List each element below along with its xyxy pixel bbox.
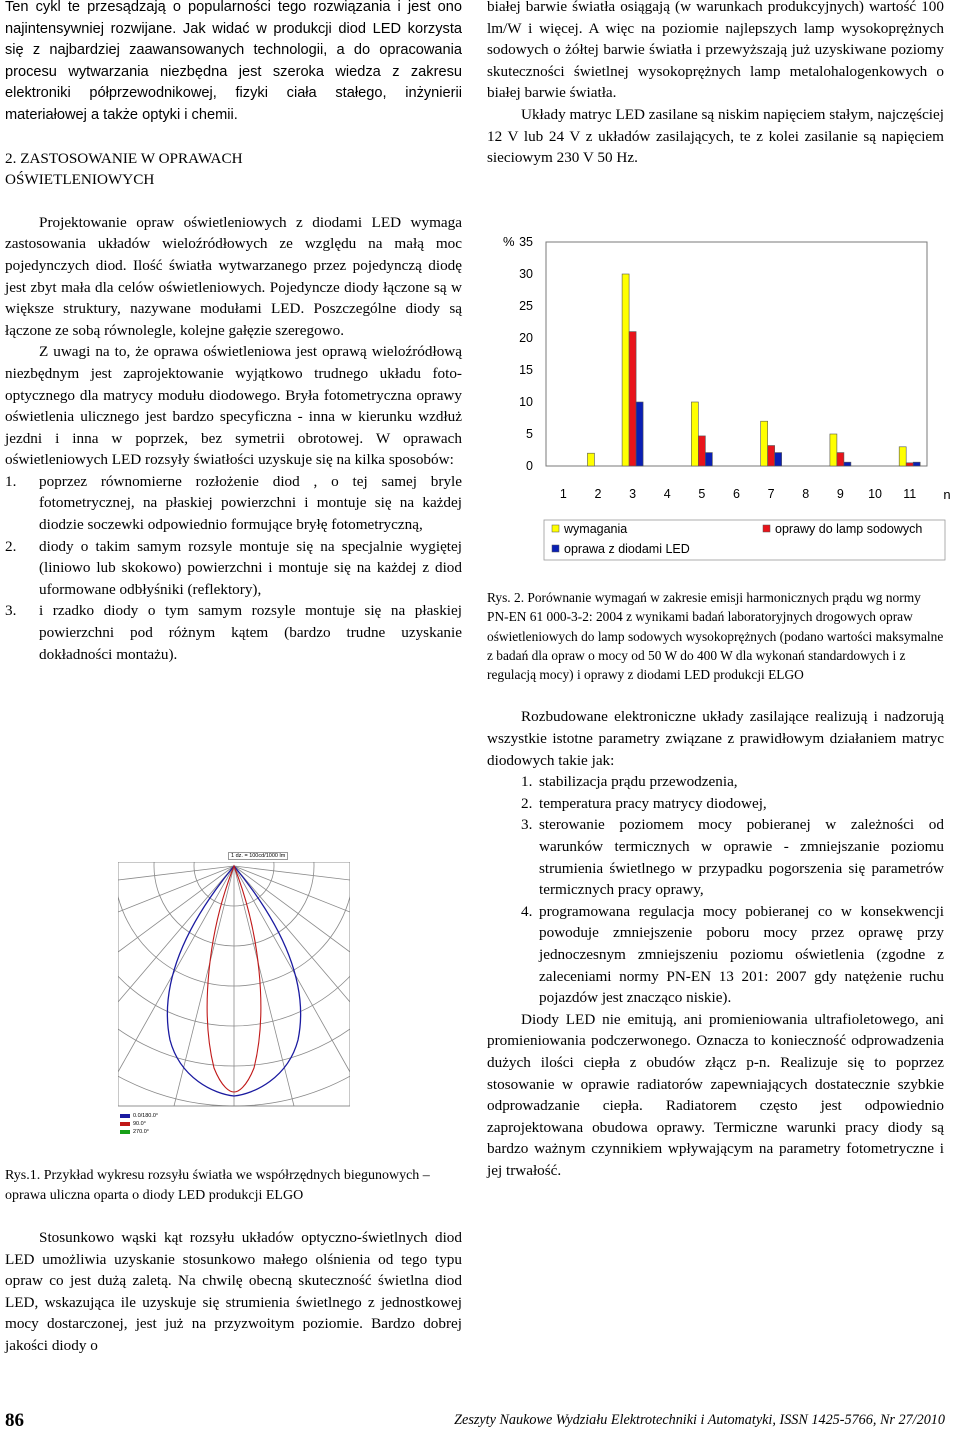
bar-oprawy-do-lamp-sodowych: [698, 436, 705, 466]
x-axis-label: n: [943, 487, 951, 502]
x-tick-label: 6: [733, 487, 740, 501]
method-number: 3.: [5, 602, 17, 620]
figure-1-caption-block: [5, 1166, 462, 1357]
method-item-1: [5, 471, 462, 536]
legend-swatch: [120, 1114, 130, 1118]
requirement-item-1: [487, 771, 944, 793]
bar-oprawy-do-lamp-sodowych: [629, 332, 636, 466]
y-tick-label: 15: [519, 363, 533, 377]
y-tick-label: 20: [519, 331, 533, 345]
intro-paragraph: Ten cykl te przesądzają o popularności tego rozwiązania i jest ono najintensywniej rozwijane. Jak widać w produkcji diod LED korzysta się z najbardziej zaawansowanych technologii, a do opracowania procesu wytwarzania niezbędna jest szeroka wiedza z zakresu elektroniki półprzewodnikowej, fizyki ciała stałego, inżynierii materiałowej a także optyki i chemii.: [5, 0, 462, 123]
journal-citation: [454, 1412, 945, 1429]
requirement-number: 2.: [521, 794, 533, 812]
legend-label: oprawy do lamp sodowych: [775, 522, 923, 536]
legend-swatch: [763, 525, 770, 532]
requirement-item-3: [487, 814, 944, 900]
method-text: diody o takim samym rozsyle montuje się na specjalnie wygiętej (liniowo lub skokowo) powierzchni i montuje się na każdej z diod uformowane odbłyśniki (reflektory),: [39, 537, 462, 598]
paragraph-control: Rozbudowane elektroniczne układy zasilające realizują i nadzorują wszystkie istotne parametry związane z prawidłowym działaniem matryc diodowych takie jak:: [487, 708, 944, 769]
section-heading: [5, 148, 462, 191]
requirement-item-2: [487, 793, 944, 815]
x-tick-label: 2: [594, 487, 602, 501]
legend-swatch: [552, 525, 559, 532]
bar-oprawy-do-lamp-sodowych: [768, 446, 775, 466]
figure-2-caption: Rys. 2. Porównanie wymagań w zakresie emisji harmonicznych prądu wg normy PN-EN 61 000-3-2: 2004 z wynikami badań laboratoryjnych drogowych opraw oświetleniowych do lamp sodowych wysokoprężnych (podano wartości maksymalne z badań dla opraw o mocy od 50 W do 400 W dla wykonań standardowych i z regulacją mocy) i oprawy z diodami LED produkcji ELGO: [487, 590, 944, 683]
bar-oprawa-z-diodami-LED: [705, 453, 712, 466]
method-text: poprzez równomierne rozłożenie diod , o tej samej bryle fotometrycznej, na płaskiej powierzchni i montuje się na każdej diodzie soczewki odpowiednio formujące bryłę fotometryczną,: [39, 472, 462, 534]
figure-2-caption-block: [487, 588, 944, 1182]
polar-grid: [118, 862, 350, 1142]
bar-oprawa-z-diodami-LED: [775, 453, 782, 466]
bar-wymagania: [899, 447, 906, 466]
bar-wymagania: [761, 421, 768, 466]
x-tick-label: 1: [559, 487, 567, 501]
right-column: [487, 0, 944, 169]
y-axis-label: %: [503, 234, 515, 249]
requirement-number: 1.: [521, 773, 533, 791]
x-tick-label: 9: [836, 487, 844, 501]
polar-legend-item: 270.0°: [120, 1128, 158, 1136]
polar-scale-label: 1 dz. = 100cd/1000 lm: [228, 852, 288, 860]
method-number: 1.: [5, 472, 17, 490]
paragraph-thermal: Diody LED nie emitują, ani promieniowania ultrafioletowego, ani promieniowania podczerwonego. Oznacza to konieczność odprowadzenia dużych ilości ciepła z obudów złącz p-n. Realizuje się to poprzez stosowanie w oprawie radiatorów zapewniających dostatecznie szybkie odprowadzanie ciepła. Radiatorem często jest odpowiednio zaprojektowana obudowa oprawy. Termiczne warunki pracy diody są bardzo ważnym czynnikiem wpływającym na parametry fotometryczne i jej trwałość.: [487, 1010, 944, 1179]
paragraph-supply: Układy matryc LED zasilane są niskim napięciem stałym, najczęściej 12 V lub 24 V z układów zasilających, te z kolei zasilanie są napięciem sieciowym 230 V 50 Hz.: [487, 105, 944, 167]
method-item-3: [5, 600, 462, 665]
harmonics-bar-chart: [495, 228, 957, 578]
method-text: i rzadko diody o tym samym rozsyle montuje się na płaskiej powierzchni pod różnym kątem (bardzo trudne uzyskanie dokładności montażu).: [39, 602, 462, 663]
bar-oprawa-z-diodami-LED: [636, 402, 643, 466]
y-tick-label: 0: [526, 459, 533, 473]
bar-wymagania: [830, 434, 837, 466]
bar-wymagania: [691, 402, 698, 466]
requirement-text: stabilizacja prądu przewodzenia,: [539, 773, 738, 791]
figure-1-caption: Rys.1. Przykład wykresu rozsyłu światła we współrzędnych biegunowych – oprawa uliczna oparta o diody LED produkcji ELGO: [5, 1168, 430, 1203]
paragraph-beam-angle: Stosunkowo wąski kąt rozsyłu układów optyczno-świetlnych diod LED umożliwia uzyskanie stosunkowo małego olśnienia od tego typu opraw co jest dużą zaletą. Na chwilę obecną skuteczność świetlna diod LED, wskazująca ile uzyskuje się strumienia świetlnego z jednostkowej mocy dostarczonej, jest już na przyzwoitym poziomie. Bardzo dobrej jakości diody o: [5, 1229, 462, 1354]
legend-label: oprawa z diodami LED: [564, 542, 690, 556]
y-tick-label: 30: [519, 267, 533, 281]
requirement-number: 3.: [521, 816, 533, 834]
polar-legend-item: 0.0/180.0°: [120, 1112, 158, 1120]
x-tick-label: 4: [663, 487, 671, 501]
plot-area: [546, 242, 927, 466]
requirement-item-4: [487, 901, 944, 1009]
polar-legend-item: 90.0°: [120, 1120, 158, 1128]
section-heading-line1: 2. ZASTOSOWANIE W OPRAWACH: [5, 149, 243, 167]
bar-wymagania: [622, 274, 629, 466]
y-tick-label: 25: [519, 299, 533, 313]
bar-wymagania: [587, 453, 594, 466]
bar-oprawa-z-diodami-LED: [844, 462, 851, 466]
figure-2-chart: [495, 228, 957, 578]
requirement-text: programowana regulacja mocy pobieranej co w konsekwencji powoduje zmniejszenie poboru mocy przez oprawę przy jednoczesnym zmniejszeniu poziomu oświetlenia (zgodne z zaleceniami normy PN-EN 13 201: 2007 gdy natężenie ruchu pojazdów jest znacząco niskie).: [539, 902, 944, 1007]
page-footer: [5, 1410, 945, 1438]
polar-legend: [120, 1112, 158, 1136]
page-number: 86: [5, 1410, 24, 1431]
journal-title: Zeszyty Naukowe Wydziału Elektrotechniki i Automatyki, ISSN 1425-5766, Nr 27/2010: [454, 1412, 945, 1428]
x-tick-label: 8: [802, 487, 810, 501]
y-tick-label: 5: [526, 427, 533, 441]
bar-oprawy-do-lamp-sodowych: [837, 453, 844, 466]
legend-label: wymagania: [564, 522, 628, 536]
method-number: 2.: [5, 537, 17, 555]
requirements-list: [487, 771, 944, 1009]
y-tick-label: 35: [519, 235, 533, 249]
paragraph-optics: Z uwagi na to, że oprawa oświetleniowa jest oprawą wieloźródłową niezbędnym jest zaprojektowanie wyjątkowo trudnego układu foto-optycznego dla matrycy modułu diodowego. Bryła fotometryczna oprawy oświetlenia ulicznego jest bardzo specyficzna - inna w kierunku wzdłuż jezdni i inna w poprzek, bez symetrii obrotowej. W oprawach oświetleniowych LED rozsyły światłości uzyskuje się na kilka sposobów:: [5, 343, 462, 469]
paragraph-multi-source: Projektowanie opraw oświetleniowych z diodami LED wymaga zastosowania układów wieloźródłowych ze względu na małą moc pojedynczych diod. Ilość światła wytwarzanego przez pojedynczą diodę jest zbyt mała dla celów oświetleniowych. Pojedyncze diody łączone są w większe struktury, nazywane modułami LED. Poszczególne diody są łączone ze sobą równolegle, kolejne gałęzie szeregowo.: [5, 213, 462, 339]
method-item-2: [5, 536, 462, 601]
paragraph-efficacy: białej barwie światła osiągają (w warunkach produkcyjnych) wartość 100 lm/W i więcej. A więc na poziomie najlepszych lamp wysokoprężnych sodowych o żółtej barwie światła i przewyższają już uzyskiwane poziomy skuteczności świetlnej wysokoprężnych lamp metalohalogenkowych o białej barwie światła.: [487, 0, 944, 102]
x-tick-label: 11: [903, 487, 917, 501]
x-tick-label: 7: [767, 487, 775, 501]
bar-oprawa-z-diodami-LED: [913, 462, 920, 466]
x-tick-label: 10: [868, 487, 882, 501]
left-column: [5, 0, 462, 665]
legend-swatch: [120, 1122, 130, 1126]
bar-oprawy-do-lamp-sodowych: [906, 463, 913, 466]
x-tick-label: 5: [698, 487, 706, 501]
requirement-text: sterowanie poziomem mocy pobieranej w zależności od warunków termicznych w oprawie - zmniejszanie poziomu strumienia świetlnego w przypadku pogorszenia się parametrów termicznych pracy oprawy,: [539, 816, 944, 899]
legend-swatch: [120, 1130, 130, 1134]
y-tick-label: 10: [519, 395, 533, 409]
section-heading-line2: OŚWIETLENIOWYCH: [5, 171, 155, 189]
legend-swatch: [552, 545, 559, 552]
requirement-number: 4.: [521, 902, 533, 920]
requirement-text: temperatura pracy matrycy diodowej,: [539, 794, 767, 812]
figure-1-polar-diagram: [118, 848, 350, 1158]
x-tick-label: 3: [629, 487, 637, 501]
